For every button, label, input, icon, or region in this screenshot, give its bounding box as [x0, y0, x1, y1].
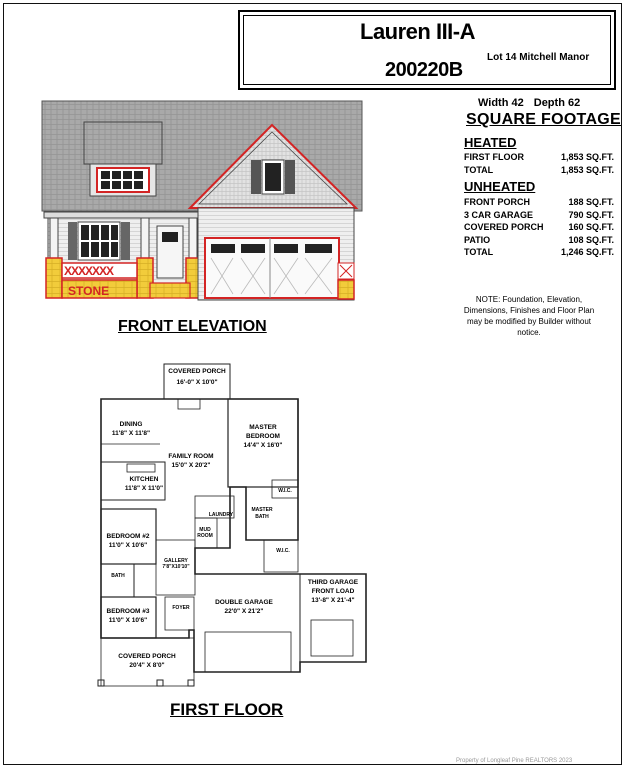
square-footage-heading: SQUARE FOOTAGE [466, 111, 622, 128]
heated-heading: HEATED [464, 135, 517, 150]
room-name: MUD [199, 527, 211, 533]
sqft-row-value: 790 SQ.FT. [568, 210, 614, 220]
sqft-row-label: TOTAL [464, 247, 494, 257]
front-elevation-label: FRONT ELEVATION [118, 318, 267, 335]
sqft-row-value: 1,853 SQ.FT. [560, 165, 614, 175]
room-name: FOYER [172, 605, 190, 611]
room-size: 11'0" X 10'6" [108, 617, 148, 624]
sqft-row-label: 3 CAR GARAGE [464, 210, 534, 220]
sqft-row-label: COVERED PORCH [464, 222, 544, 232]
room-name: COVERED PORCH [168, 368, 226, 375]
room-name: BEDROOM [246, 433, 280, 440]
plan-name: Lauren III-A [360, 19, 476, 44]
sqft-row-value: 1,853 SQ.FT. [560, 152, 614, 162]
plan-number: 200220B [385, 59, 463, 81]
sqft-row-label: FIRST FLOOR [464, 152, 524, 162]
room-size: 13'-8" X 21'-4" [311, 597, 355, 604]
sqft-row-value: 160 SQ.FT. [568, 222, 614, 232]
watermark: Property of Longleaf Pine REALTORS 2023 [456, 758, 573, 764]
room-name: KITCHEN [129, 476, 159, 483]
room-name: DOUBLE GARAGE [215, 599, 273, 606]
sqft-row-label: PATIO [464, 235, 491, 245]
sqft-row-value: 108 SQ.FT. [568, 235, 614, 245]
room-name: W.I.C. [276, 548, 290, 554]
bath-outline [101, 564, 134, 597]
third-garage-door [311, 620, 353, 656]
room-name: DINING [119, 421, 143, 428]
room-name: BATH [255, 514, 269, 520]
room-name: ROOM [197, 533, 213, 539]
room-size: 7'8"X10'10" [162, 564, 190, 570]
sqft-row-label: FRONT PORCH [464, 197, 530, 207]
first-floor-label: FIRST FLOOR [170, 700, 284, 719]
room-name: MASTER [249, 424, 277, 431]
sqft-row-label: TOTAL [464, 165, 494, 175]
room-name: COVERED PORCH [118, 653, 176, 660]
railing-pattern: XXXXXXX [64, 264, 114, 278]
room-name: W.I.C. [278, 488, 292, 494]
unheated-heading: UNHEATED [464, 179, 536, 194]
room-size: 11'8" X 11'0" [124, 485, 164, 492]
builder-note: NOTE: Foundation, Elevation, Dimensions, Finishes and Floor Plan may be modified by Builder without notice. [463, 295, 595, 337]
foyer-outline [165, 597, 194, 630]
room-size: 22'0" X 21'2" [224, 608, 264, 615]
stone-label: STONE [68, 284, 110, 298]
lot-label: Lot 14 Mitchell Manor [487, 52, 590, 63]
room-size: 14'4" X 16'0" [243, 442, 283, 449]
double-garage-door [205, 632, 291, 672]
room-size: 20'4" X 8'0" [129, 662, 165, 669]
room-name: LAUNDRY [208, 512, 234, 518]
room-name: BATH [111, 573, 125, 579]
room-name: GALLERY [164, 558, 188, 564]
room-size: 15'0" X 20'2" [171, 462, 211, 469]
wic2-outline [264, 540, 298, 572]
room-name: FRONT LOAD [311, 588, 355, 595]
sqft-row-value: 1,246 SQ.FT. [560, 247, 614, 257]
room-size: 11'8" X 11'8" [111, 430, 151, 437]
room-size: 11'0" X 10'6" [108, 542, 148, 549]
room-name: BEDROOM #2 [106, 533, 150, 540]
width-value: Width 42 [478, 97, 524, 109]
depth-value: Depth 62 [533, 97, 581, 109]
sqft-row-value: 188 SQ.FT. [568, 197, 614, 207]
room-name: MASTER [251, 507, 273, 513]
room-name: FAMILY ROOM [168, 453, 214, 460]
room-size: 16'-0" X 10'0" [176, 379, 218, 386]
room-name: BEDROOM #3 [106, 608, 150, 615]
room-name: THIRD GARAGE [307, 579, 359, 586]
